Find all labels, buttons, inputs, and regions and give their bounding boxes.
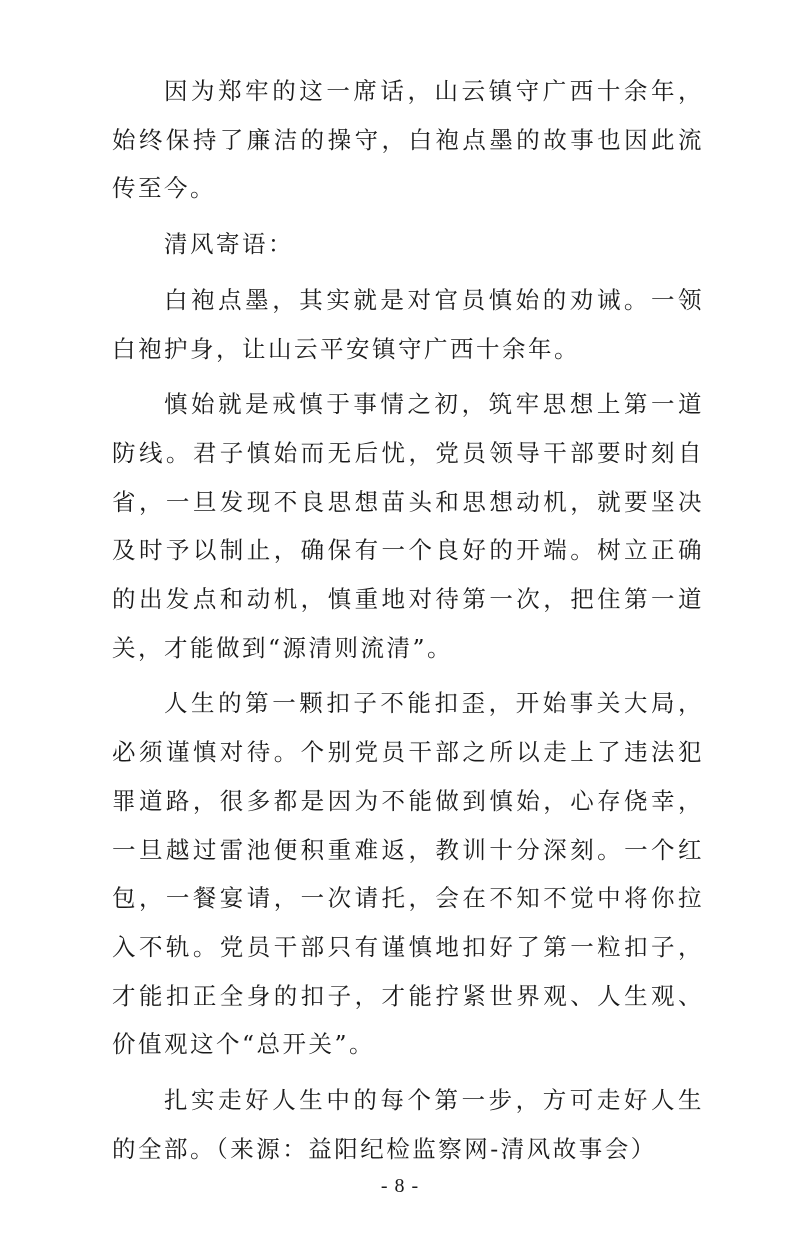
paragraph-white-robe-summary: 白袍点墨，其实就是对官员慎始的劝诫。一领白袍护身，让山云平安镇守广西十余年。: [112, 285, 704, 363]
paragraph-conclusion-source: 扎实走好人生中的每个第一步，方可走好人生的全部。（来源：益阳纪检监察网-清风故事会）: [112, 1086, 704, 1163]
paragraph-caution-at-start: 慎始就是戒慎于事情之初，筑牢思想上第一道防线。君子慎始而无后忧，党员领导干部要时刻自省，一旦发现不良思想苗头和思想动机，就要坚决及时予以制止，确保有一个良好的开端。树立正确的出发点和动机，慎重地对待第一次，把住第一道关，才能做到“源清则流清”。: [112, 390, 704, 662]
document-body: [112, 67, 704, 1180]
paragraph-first-button: 人生的第一颗扣子不能扣歪，开始事关大局，必须谨慎对待。个别党员干部之所以走上了违法犯罪道路，很多都是因为不能做到慎始，心存侥幸，一旦越过雷池便积重难返，教训十分深刻。一个红包，一餐宴请，一次请托，会在不知不觉中将你拉入不轨。党员干部只有谨慎地扣好了第一粒扣子，才能扣正全身的扣子，才能拧紧世界观、人生观、价值观这个“总开关”。: [112, 689, 704, 1059]
paragraph-section-heading: 清风寄语：: [164, 230, 294, 259]
page-number: - 8 -: [380, 1175, 420, 1197]
paragraph-story-ending: 因为郑牢的这一席话，山云镇守广西十余年，始终保持了廉洁的操守，白袍点墨的故事也因此流传至今。: [112, 77, 704, 203]
